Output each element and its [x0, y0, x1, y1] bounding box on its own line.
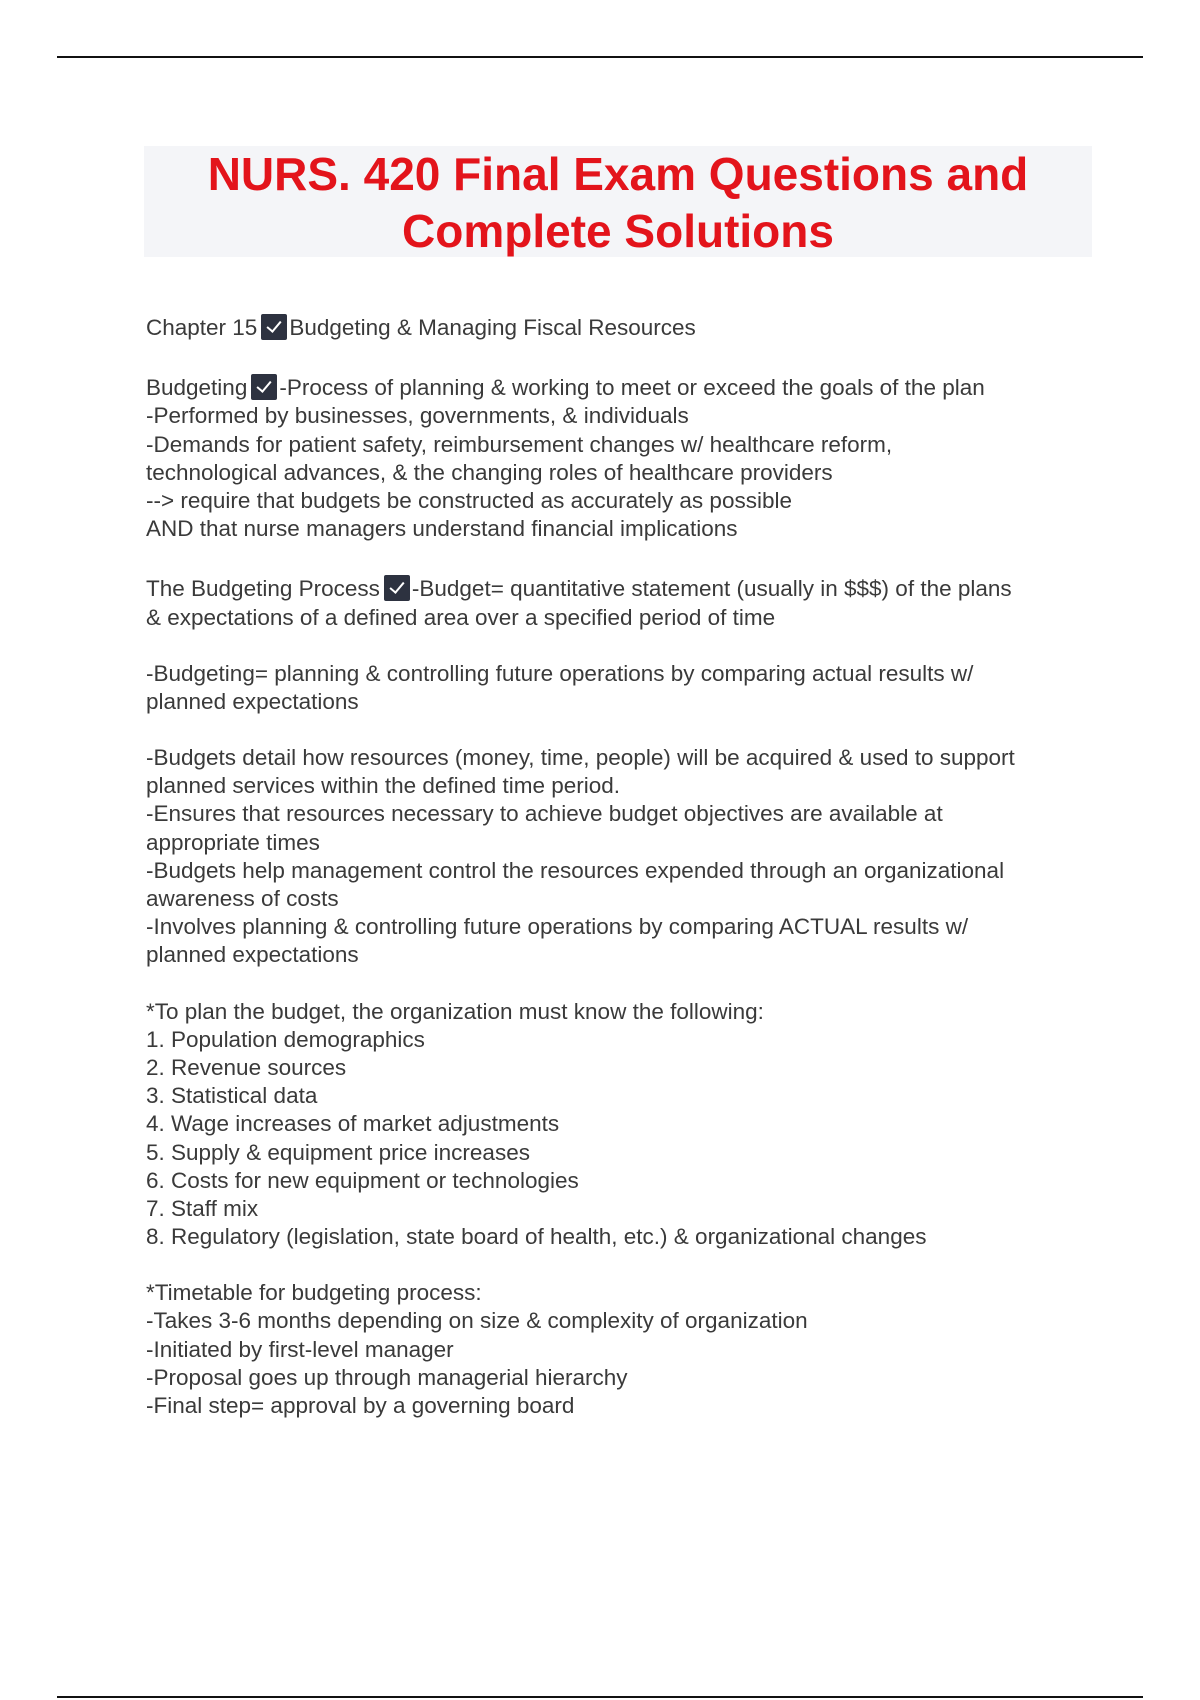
text-line: -Initiated by first-level manager	[146, 1336, 454, 1362]
text-line: & expectations of a defined area over a specified period of time	[146, 604, 776, 630]
process-definition: -Budget= quantitative statement (usually in $$$) of the plans	[411, 576, 1012, 602]
text-line: planned expectations	[146, 942, 359, 968]
budgeting-term: Budgeting	[146, 375, 248, 401]
list-item: 4. Wage increases of market adjustments	[146, 1111, 560, 1137]
process-term-line	[146, 575, 1106, 603]
list-item: 1. Population demographics	[146, 1026, 425, 1052]
text-line: AND that nurse managers understand financial implications	[146, 516, 738, 542]
list-item: 2. Revenue sources	[146, 1054, 347, 1080]
checkbox-checked-icon	[384, 575, 410, 601]
text-line: awareness of costs	[146, 886, 339, 911]
text-line: -Budgets detail how resources (money, time, people) will be acquired & used to support	[146, 745, 1015, 771]
title-line-2: Complete Solutions	[402, 205, 834, 257]
list-item: 5. Supply & equipment price increases	[146, 1139, 530, 1165]
text-line: *To plan the budget, the organization must know the following:	[146, 998, 764, 1024]
text-line: -Budgeting= planning & controlling future operations by comparing actual results w/	[146, 660, 974, 686]
list-item: 7. Staff mix	[146, 1195, 259, 1221]
text-line: planned expectations	[146, 688, 359, 714]
title-line-1: NURS. 420 Final Exam Questions and	[207, 148, 1029, 200]
list-item: 3. Statistical data	[146, 1083, 318, 1109]
text-line: planned services within the defined time period.	[146, 773, 621, 799]
checkbox-checked-icon	[251, 374, 277, 400]
chapter-label: Chapter 15	[146, 315, 258, 340]
text-line: technological advances, & the changing roles of healthcare providers	[146, 459, 833, 485]
budgeting-definition: -Process of planning & working to meet or exceed the goals of the plan	[279, 375, 985, 401]
bottom-rule	[57, 1696, 1143, 1698]
budgeting-term-line	[146, 374, 1106, 402]
top-rule	[57, 56, 1143, 58]
text-line: -Ensures that resources necessary to achieve budget objectives are available at	[146, 801, 943, 827]
text-line: -Takes 3-6 months depending on size & complexity of organization	[146, 1308, 808, 1334]
title-banner	[144, 146, 1092, 257]
text-line: --> require that budgets be constructed as accurately as possible	[146, 487, 792, 513]
process-term: The Budgeting Process	[146, 576, 380, 602]
list-item: 8. Regulatory (legislation, state board of health, etc.) & organizational changes	[146, 1224, 927, 1250]
text-line: -Proposal goes up through managerial hierarchy	[146, 1364, 628, 1390]
text-line: -Budgets help management control the resources expended through an organizational	[146, 857, 1005, 883]
text-line: -Performed by businesses, governments, & individuals	[146, 403, 689, 429]
checkbox-checked-icon	[261, 314, 287, 340]
text-line: *Timetable for budgeting process:	[146, 1280, 482, 1306]
chapter-text: Budgeting & Managing Fiscal Resources	[289, 315, 696, 340]
list-item: 6. Costs for new equipment or technologies	[146, 1167, 579, 1193]
text-line: -Demands for patient safety, reimbursement changes w/ healthcare reform,	[146, 431, 893, 457]
text-line: -Final step= approval by a governing board	[146, 1393, 575, 1418]
text-line: -Involves planning & controlling future operations by comparing ACTUAL results w/	[146, 914, 969, 940]
chapter-heading	[146, 314, 1106, 342]
text-line: appropriate times	[146, 829, 320, 855]
document-body	[146, 314, 1106, 1420]
